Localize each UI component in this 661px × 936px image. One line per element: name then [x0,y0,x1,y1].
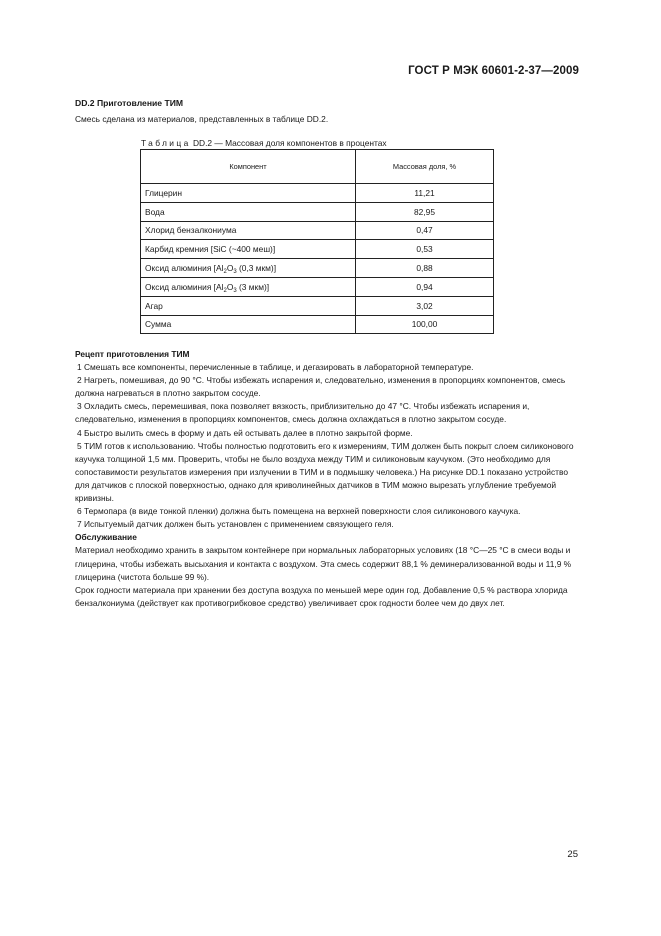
component-name [141,277,356,296]
component-name [141,259,356,278]
recipe-step: 3 Охладить смесь, перемешивая, пока позволяет вязкость, приблизительно до 47 °С. Чтобы избежать испарения и, следовательно, изменения в пропорциях компонентов, смесь должна охлаждаться в плотно закрытом сосуде. [75,401,530,425]
table-header-row [141,150,494,184]
table-row [141,240,494,259]
name-part: (0,3 мкм)] [236,263,277,274]
table-row [141,202,494,221]
maintenance-paragraph: Срок годности материала при хранении без доступа воздуха по меньшей мере один год. Добавление 0,5 % раствора хлорида бензалкониума (действует как противогрибковое средство) увеличивает срок годности более чем до двух лет. [75,584,568,608]
name-part: (3 мкм)] [236,281,270,292]
column-header-component: Компонент [141,150,356,184]
mass-fraction-value: 0,53 [356,240,494,259]
name-part: Оксид алюминия [Al [145,263,224,274]
component-name: Вода [141,202,356,221]
recipe-title: Рецепт приготовления ТИМ [75,349,190,359]
section-title: DD.2 Приготовление ТИМ [75,98,184,108]
table-row-total [141,315,494,333]
name-part: O [226,281,234,292]
table-row [141,259,494,278]
page-number: 25 [567,849,578,860]
recipe-step: 2 Нагреть, помешивая, до 90 °С. Чтобы избежать испарения и, следовательно, изменения в пропорциях компонентов, смесь должна нагреваться в плотно закрытом сосуде. [75,375,566,399]
component-name: Глицерин [141,184,356,203]
subscript: 3 [233,269,237,276]
mass-fraction-value: 3,02 [356,296,494,315]
document-header: ГОСТ Р МЭК 60601-2-37—2009 [408,65,579,77]
table-caption-text: DD.2 — Массовая доля компонентов в процентах [190,138,387,148]
subscript: 2 [223,287,227,294]
recipe-step: 4 Быстро вылить смесь в форму и дать ей остывать далее в плотно закрытой форме. [77,427,413,438]
name-part: Оксид алюминия [Al [145,281,224,292]
name-part: O [226,263,234,274]
mass-fraction-value: 100,00 [356,315,494,333]
subscript: 3 [233,287,237,294]
maintenance-paragraph: Материал необходимо хранить в закрытом контейнере при нормальных лабораторных условиях (18 °С—25 °С в смеси воды и глицерина, чтобы избежать высыхания и контакта с воздухом. Эта смесь содержит 88,1 % деминерализованной воды и 11,9 % глицерина (чистота больше 99 %). [75,545,572,582]
mass-fraction-value: 82,95 [356,202,494,221]
section-intro: Смесь сделана из материалов, представленных в таблице DD.2. [75,114,329,124]
table-row [141,277,494,296]
maintenance-title: Обслуживание [75,532,137,543]
mass-fraction-value: 0,47 [356,221,494,240]
column-header-mass-fraction: Массовая доля, % [356,150,494,184]
component-name: Карбид кремния [SiC (~400 меш)] [141,240,356,259]
component-name: Хлорид бензалкониума [141,221,356,240]
mass-fraction-value: 11,21 [356,184,494,203]
components-table [140,149,494,334]
mass-fraction-value: 0,88 [356,259,494,278]
component-name: Агар [141,296,356,315]
table-caption [141,138,387,148]
recipe-step: 7 Испытуемый датчик должен быть установлен с применением связующего геля. [77,519,394,530]
recipe-step: 6 Термопара (в виде тонкой пленки) должна быть помещена на верхней поверхности слоя силиконового каучука. [77,506,521,517]
mass-fraction-value: 0,94 [356,277,494,296]
recipe-section [75,348,581,610]
table-row [141,296,494,315]
subscript: 2 [223,269,227,276]
recipe-step: 5 ТИМ готов к использованию. Чтобы полностью подготовить его к измерениям, ТИМ должен быть покрыт слоем силиконового каучука толщиной 1,5 мм. Проверить, чтобы не было воздуха между ТИМ и силиконовым каучуком. (Это необходимо для сопоставимости результатов измерения при излучении в ТИМ и в подмышку человека.) На рисунке DD.1 показано устройство для датчиков с плоской поверхностью, однако для криволинейных датчиков в ТИМ можно вырезать углубление требуемой кривизны. [75,440,574,504]
recipe-step: 1 Смешать все компоненты, перечисленные в таблице, и дегазировать в лабораторной температуре. [77,362,474,373]
component-name: Сумма [141,315,356,333]
table-caption-word: Таблица [141,138,191,148]
table-row [141,221,494,240]
table-row [141,184,494,203]
